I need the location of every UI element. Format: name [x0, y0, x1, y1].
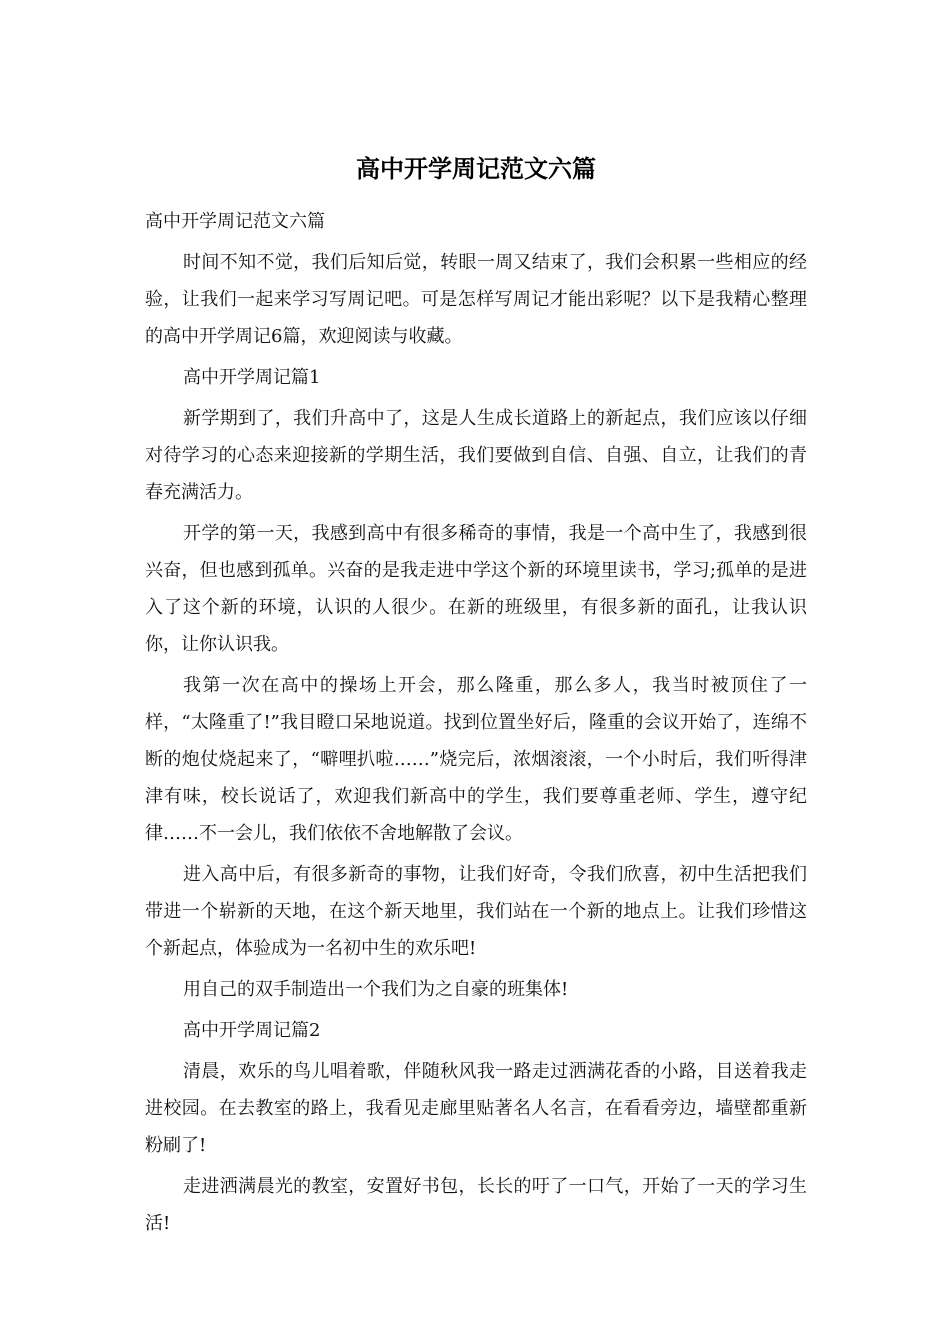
document-subtitle: 高中开学周记范文六篇	[145, 211, 325, 232]
paragraph: 清晨，欢乐的鸟儿唱着歌，伴随秋风我一路走过洒满花香的小路，目送着我走进校园。在去教室的路上，我看见走廊里贴著名人名言，在看看旁边，墙壁都重新粉刷了!	[145, 1061, 807, 1156]
intro-paragraph: 时间不知不觉，我们后知后觉，转眼一周又结束了，我们会积累一些相应的经验，让我们一起来学习写周记吧。可是怎样写周记才能出彩呢？以下是我精心整理的高中开学周记6篇，欢迎阅读与收藏。	[145, 252, 807, 347]
paragraph: 我第一次在高中的操场上开会，那么隆重，那么多人，我当时被顶住了一样，“太隆重了!”我目瞪口呆地说道。找到位置坐好后，隆重的会议开始了，连绵不断的炮仗烧起来了，“噼哩扒啦……”烧完后，浓烟滚滚，一个小时后，我们听得津津有味，校长说话了，欢迎我们新高中的学生，我们要尊重老师、学生，遵守纪律……不一会儿，我们依依不舍地解散了会议。	[145, 675, 807, 844]
section-heading-2: 高中开学周记篇2	[183, 1020, 321, 1041]
document-body	[145, 150, 807, 1246]
section-heading-1: 高中开学周记篇1	[183, 367, 321, 388]
paragraph: 走进洒满晨光的教室，安置好书包，长长的吁了一口气，开始了一天的学习生活!	[145, 1176, 807, 1234]
document-title: 高中开学周记范文六篇	[356, 155, 596, 183]
paragraph: 新学期到了，我们升高中了，这是人生成长道路上的新起点，我们应该以仔细对待学习的心态来迎接新的学期生活，我们要做到自信、自强、自立，让我们的青春充满活力。	[145, 408, 807, 503]
paragraph: 开学的第一天，我感到高中有很多稀奇的事情，我是一个高中生了，我感到很兴奋，但也感到孤单。兴奋的是我走进中学这个新的环境里读书，学习;孤单的是进入了这个新的环境，认识的人很少。在新的班级里，有很多新的面孔，让我认识你，让你认识我。	[145, 523, 807, 655]
paragraph: 进入高中后，有很多新奇的事物，让我们好奇，令我们欣喜，初中生活把我们带进一个崭新的天地，在这个新天地里，我们站在一个新的地点上。让我们珍惜这个新起点，体验成为一名初中生的欢乐吧!	[145, 864, 807, 959]
paragraph: 用自己的双手制造出一个我们为之自豪的班集体!	[183, 979, 569, 1000]
